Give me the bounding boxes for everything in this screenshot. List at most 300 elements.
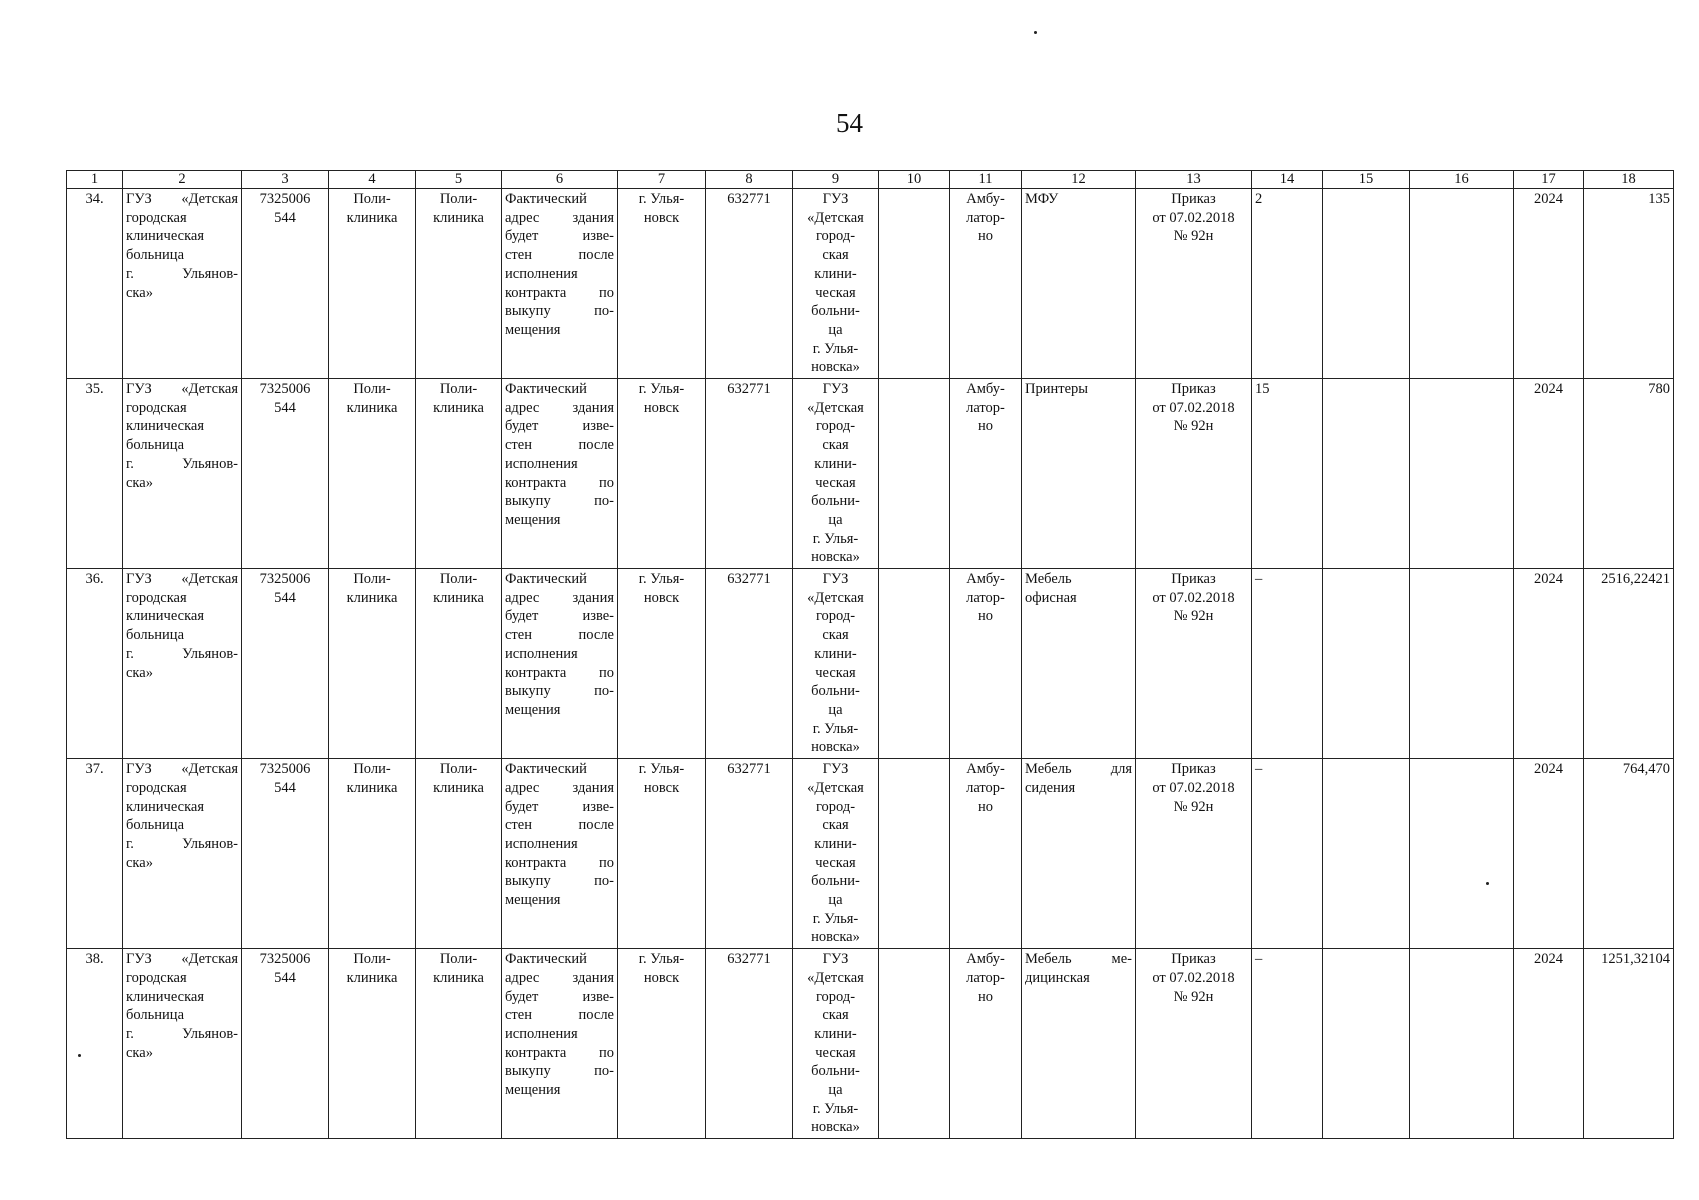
column-header: 15 bbox=[1323, 171, 1410, 189]
care-mode-line: Амбу- bbox=[966, 571, 1005, 588]
holder-line: больни- bbox=[811, 1063, 860, 1080]
organization-line: больница bbox=[126, 817, 184, 834]
inn-line: 544 bbox=[274, 399, 296, 416]
facility-kind-line: Поли- bbox=[439, 191, 478, 207]
address-line: исполнения bbox=[505, 455, 578, 472]
address-line: выкупу по- bbox=[505, 493, 614, 510]
empty-cell bbox=[1410, 189, 1514, 379]
holder-line: ГУЗ bbox=[822, 571, 849, 588]
address-line: стен после bbox=[505, 1007, 614, 1024]
holder-line: больни- bbox=[811, 303, 860, 320]
code-cell: 632771 bbox=[706, 949, 793, 1139]
table-row bbox=[67, 379, 1674, 569]
code-cell: 632771 bbox=[706, 759, 793, 949]
column-header: 8 bbox=[706, 171, 793, 189]
address-cell bbox=[502, 189, 618, 379]
address-line: адрес здания bbox=[505, 969, 614, 986]
row-number: 37. bbox=[67, 759, 123, 949]
organization-line: ска» bbox=[126, 854, 153, 871]
order-line: Приказ bbox=[1171, 951, 1216, 968]
holder-line: новска» bbox=[811, 1119, 860, 1136]
organization-line: клиническая bbox=[126, 418, 205, 435]
holder-line: ческая bbox=[815, 474, 856, 491]
order-line: № 92н bbox=[1173, 608, 1214, 625]
care-mode-line: но bbox=[977, 798, 993, 815]
order-cell bbox=[1136, 189, 1252, 379]
organization-line: больница bbox=[126, 1007, 184, 1024]
year-cell: 2024 bbox=[1514, 189, 1584, 379]
equipment-line: Мебель bbox=[1025, 571, 1072, 588]
address-line: стен после bbox=[505, 817, 614, 834]
city-line: г. Улья- bbox=[638, 381, 685, 398]
quantity-cell: 15 bbox=[1252, 379, 1323, 569]
order-line: № 92н bbox=[1173, 988, 1214, 1005]
address-cell bbox=[502, 379, 618, 569]
column-header: 3 bbox=[242, 171, 329, 189]
order-line: Приказ bbox=[1171, 381, 1216, 398]
city-line: г. Улья- bbox=[638, 761, 685, 778]
order-cell bbox=[1136, 379, 1252, 569]
facility-kind-line: клиника bbox=[433, 209, 484, 226]
holder-line: город- bbox=[815, 608, 856, 625]
equipment-cell bbox=[1022, 759, 1136, 949]
order-line: от 07.02.2018 bbox=[1152, 399, 1235, 416]
scan-speck bbox=[1034, 31, 1037, 34]
equipment-line: Мебель для bbox=[1025, 761, 1132, 778]
address-line: Фактический bbox=[505, 381, 587, 398]
address-line: адрес здания bbox=[505, 399, 614, 416]
address-line: контракта по bbox=[505, 664, 614, 681]
row-number: 35. bbox=[67, 379, 123, 569]
care-mode-line: но bbox=[977, 418, 993, 435]
organization-line: клиническая bbox=[126, 608, 205, 625]
facility-type-line: Поли- bbox=[353, 381, 391, 398]
holder-line: г. Улья- bbox=[812, 720, 859, 737]
organization-line: ГУЗ «Детская bbox=[126, 761, 238, 778]
holder-line: ГУЗ bbox=[822, 191, 849, 207]
column-header: 1 bbox=[67, 171, 123, 189]
address-line: Фактический bbox=[505, 951, 587, 968]
city-line: новск bbox=[643, 209, 680, 226]
care-mode-cell bbox=[950, 379, 1022, 569]
order-line: № 92н bbox=[1173, 798, 1214, 815]
address-line: мещения bbox=[505, 511, 561, 528]
facility-kind-line: Поли- bbox=[439, 381, 478, 398]
holder-line: «Детская bbox=[807, 209, 864, 226]
organization-line: городская bbox=[126, 589, 187, 606]
address-line: мещения bbox=[505, 321, 561, 338]
holder-line: клини- bbox=[814, 835, 857, 852]
row-number: 38. bbox=[67, 949, 123, 1139]
city-cell bbox=[618, 569, 706, 759]
city-line: г. Улья- bbox=[638, 191, 685, 207]
holder-cell bbox=[793, 759, 879, 949]
code-cell: 632771 bbox=[706, 379, 793, 569]
holder-line: клини- bbox=[814, 1025, 857, 1042]
address-line: исполнения bbox=[505, 835, 578, 852]
order-line: от 07.02.2018 bbox=[1152, 779, 1235, 796]
row-number: 34. bbox=[67, 189, 123, 379]
facility-kind-line: клиника bbox=[433, 399, 484, 416]
equipment-line: сидения bbox=[1025, 779, 1076, 796]
address-line: будет изве- bbox=[505, 608, 614, 625]
facility-kind-cell bbox=[416, 189, 502, 379]
organization-line: больница bbox=[126, 627, 184, 644]
holder-line: ческая bbox=[815, 1044, 856, 1061]
inn-line: 7325006 bbox=[259, 951, 311, 968]
holder-line: ская bbox=[822, 1007, 849, 1024]
holder-line: город- bbox=[815, 418, 856, 435]
care-mode-line: латор- bbox=[966, 779, 1005, 796]
organization-line: ска» bbox=[126, 1044, 153, 1061]
inn-line: 544 bbox=[274, 969, 296, 986]
inn-line: 7325006 bbox=[259, 381, 311, 398]
organization-line: ГУЗ «Детская bbox=[126, 381, 238, 398]
quantity-cell: 2 bbox=[1252, 189, 1323, 379]
organization-line: ГУЗ «Детская bbox=[126, 571, 238, 588]
address-line: выкупу по- bbox=[505, 1063, 614, 1080]
address-cell bbox=[502, 949, 618, 1139]
facility-type-cell bbox=[329, 949, 416, 1139]
holder-line: ческая bbox=[815, 664, 856, 681]
empty-cell bbox=[1410, 759, 1514, 949]
care-mode-line: но bbox=[977, 988, 993, 1005]
organization-line: г. Ульянов- bbox=[126, 1025, 238, 1042]
order-line: от 07.02.2018 bbox=[1152, 969, 1235, 986]
holder-line: г. Улья- bbox=[812, 910, 859, 927]
empty-cell bbox=[1410, 949, 1514, 1139]
address-line: Фактический bbox=[505, 761, 587, 778]
holder-line: ца bbox=[828, 701, 843, 718]
organization-line: г. Ульянов- bbox=[126, 455, 238, 472]
column-header: 12 bbox=[1022, 171, 1136, 189]
empty-cell bbox=[1323, 379, 1410, 569]
empty-cell bbox=[1323, 189, 1410, 379]
address-line: контракта по bbox=[505, 474, 614, 491]
code-cell: 632771 bbox=[706, 189, 793, 379]
facility-type-cell bbox=[329, 759, 416, 949]
care-mode-cell bbox=[950, 949, 1022, 1139]
address-line: стен после bbox=[505, 437, 614, 454]
facility-kind-line: Поли- bbox=[439, 571, 478, 588]
address-line: выкупу по- bbox=[505, 303, 614, 320]
organization-line: больница bbox=[126, 247, 184, 264]
address-line: будет изве- bbox=[505, 228, 614, 245]
address-line: будет изве- bbox=[505, 418, 614, 435]
care-mode-cell bbox=[950, 759, 1022, 949]
empty-cell bbox=[1323, 569, 1410, 759]
equipment-cell bbox=[1022, 949, 1136, 1139]
address-line: будет изве- bbox=[505, 798, 614, 815]
facility-type-line: клиника bbox=[346, 779, 398, 796]
holder-line: город- bbox=[815, 988, 856, 1005]
holder-line: больни- bbox=[811, 493, 860, 510]
holder-line: больни- bbox=[811, 873, 860, 890]
address-line: адрес здания bbox=[505, 589, 614, 606]
organization-line: г. Ульянов- bbox=[126, 645, 238, 662]
address-line: стен после bbox=[505, 627, 614, 644]
inn-line: 7325006 bbox=[259, 191, 311, 207]
column-header: 11 bbox=[950, 171, 1022, 189]
address-line: будет изве- bbox=[505, 988, 614, 1005]
address-line: исполнения bbox=[505, 265, 578, 282]
holder-line: ца bbox=[828, 1082, 843, 1099]
facility-kind-cell bbox=[416, 569, 502, 759]
row-number: 36. bbox=[67, 569, 123, 759]
organization-line: г. Ульянов- bbox=[126, 265, 238, 282]
organization-line: клиническая bbox=[126, 988, 205, 1005]
amount-cell: 1251,32104 bbox=[1584, 949, 1674, 1139]
column-header: 9 bbox=[793, 171, 879, 189]
care-mode-line: но bbox=[977, 228, 993, 245]
care-mode-line: Амбу- bbox=[966, 191, 1005, 207]
city-cell bbox=[618, 379, 706, 569]
care-mode-line: Амбу- bbox=[966, 761, 1005, 778]
inn-line: 544 bbox=[274, 589, 296, 606]
year-cell: 2024 bbox=[1514, 569, 1584, 759]
holder-line: ГУЗ bbox=[822, 381, 849, 398]
holder-line: «Детская bbox=[807, 779, 864, 796]
holder-line: ГУЗ bbox=[822, 761, 849, 778]
address-line: исполнения bbox=[505, 1025, 578, 1042]
city-line: новск bbox=[643, 399, 680, 416]
inn-cell bbox=[242, 379, 329, 569]
holder-line: ческая bbox=[815, 284, 856, 301]
organization-cell bbox=[123, 759, 242, 949]
order-line: от 07.02.2018 bbox=[1152, 209, 1235, 226]
holder-line: больни- bbox=[811, 683, 860, 700]
inn-line: 544 bbox=[274, 209, 296, 226]
column-header: 7 bbox=[618, 171, 706, 189]
organization-line: городская bbox=[126, 779, 187, 796]
holder-cell bbox=[793, 189, 879, 379]
facility-kind-line: клиника bbox=[433, 969, 484, 986]
holder-line: ческая bbox=[815, 854, 856, 871]
equipment-line: офисная bbox=[1025, 589, 1077, 606]
address-line: контракта по bbox=[505, 1044, 614, 1061]
empty-cell bbox=[879, 759, 950, 949]
holder-line: клини- bbox=[814, 265, 857, 282]
address-line: Фактический bbox=[505, 191, 587, 207]
facility-type-line: клиника bbox=[346, 969, 398, 986]
year-cell: 2024 bbox=[1514, 759, 1584, 949]
organization-line: больница bbox=[126, 437, 184, 454]
care-mode-line: но bbox=[977, 608, 993, 625]
city-line: новск bbox=[643, 779, 680, 796]
address-line: контракта по bbox=[505, 854, 614, 871]
facility-type-cell bbox=[329, 189, 416, 379]
address-line: контракта по bbox=[505, 284, 614, 301]
empty-cell bbox=[879, 949, 950, 1139]
holder-cell bbox=[793, 569, 879, 759]
facility-type-cell bbox=[329, 569, 416, 759]
facility-kind-line: Поли- bbox=[439, 951, 478, 968]
care-mode-cell bbox=[950, 189, 1022, 379]
facility-type-line: Поли- bbox=[353, 191, 391, 207]
holder-line: ская bbox=[822, 437, 849, 454]
quantity-cell: – bbox=[1252, 949, 1323, 1139]
facility-kind-cell bbox=[416, 759, 502, 949]
inn-line: 544 bbox=[274, 779, 296, 796]
city-cell bbox=[618, 189, 706, 379]
care-mode-line: латор- bbox=[966, 209, 1005, 226]
inn-line: 7325006 bbox=[259, 571, 311, 588]
address-line: выкупу по- bbox=[505, 873, 614, 890]
amount-cell: 135 bbox=[1584, 189, 1674, 379]
order-line: № 92н bbox=[1173, 418, 1214, 435]
code-cell: 632771 bbox=[706, 569, 793, 759]
holder-line: «Детская bbox=[807, 969, 864, 986]
care-mode-line: Амбу- bbox=[966, 951, 1005, 968]
organization-line: клиническая bbox=[126, 228, 205, 245]
column-header: 18 bbox=[1584, 171, 1674, 189]
organization-line: городская bbox=[126, 399, 187, 416]
city-line: новск bbox=[643, 969, 680, 986]
address-line: выкупу по- bbox=[505, 683, 614, 700]
holder-line: «Детская bbox=[807, 399, 864, 416]
holder-line: г. Улья- bbox=[812, 530, 859, 547]
care-mode-line: латор- bbox=[966, 969, 1005, 986]
inn-cell bbox=[242, 569, 329, 759]
organization-cell bbox=[123, 379, 242, 569]
header-row bbox=[67, 171, 1674, 189]
city-line: г. Улья- bbox=[638, 951, 685, 968]
holder-line: ская bbox=[822, 247, 849, 264]
address-line: Фактический bbox=[505, 571, 587, 588]
column-header: 4 bbox=[329, 171, 416, 189]
facility-type-line: клиника bbox=[346, 589, 398, 606]
city-cell bbox=[618, 759, 706, 949]
organization-line: ГУЗ «Детская bbox=[126, 951, 238, 968]
facility-type-cell bbox=[329, 379, 416, 569]
holder-line: новска» bbox=[811, 739, 860, 756]
organization-line: ска» bbox=[126, 474, 153, 491]
organization-line: ска» bbox=[126, 664, 153, 681]
equipment-line: Принтеры bbox=[1025, 381, 1089, 398]
page-number: 54 bbox=[836, 108, 863, 138]
equipment-line: дицинская bbox=[1025, 969, 1090, 986]
inn-cell bbox=[242, 949, 329, 1139]
organization-line: г. Ульянов- bbox=[126, 835, 238, 852]
address-line: адрес здания bbox=[505, 209, 614, 226]
order-line: от 07.02.2018 bbox=[1152, 589, 1235, 606]
equipment-cell bbox=[1022, 189, 1136, 379]
facility-type-line: клиника bbox=[346, 209, 398, 226]
column-header: 17 bbox=[1514, 171, 1584, 189]
organization-cell bbox=[123, 189, 242, 379]
quantity-cell: – bbox=[1252, 569, 1323, 759]
holder-line: ГУЗ bbox=[822, 951, 849, 968]
column-header: 10 bbox=[879, 171, 950, 189]
holder-line: новска» bbox=[811, 929, 860, 946]
care-mode-cell bbox=[950, 569, 1022, 759]
year-cell: 2024 bbox=[1514, 379, 1584, 569]
column-header: 16 bbox=[1410, 171, 1514, 189]
empty-cell bbox=[1323, 759, 1410, 949]
column-header: 2 bbox=[123, 171, 242, 189]
order-line: № 92н bbox=[1173, 228, 1214, 245]
equipment-cell bbox=[1022, 379, 1136, 569]
holder-line: ская bbox=[822, 817, 849, 834]
table-row bbox=[67, 759, 1674, 949]
address-line: исполнения bbox=[505, 645, 578, 662]
facility-type-line: Поли- bbox=[353, 571, 391, 588]
facility-kind-line: Поли- bbox=[439, 761, 478, 778]
amount-cell: 780 bbox=[1584, 379, 1674, 569]
holder-line: новска» bbox=[811, 549, 860, 566]
holder-cell bbox=[793, 949, 879, 1139]
order-line: Приказ bbox=[1171, 761, 1216, 778]
holder-line: город- bbox=[815, 798, 856, 815]
organization-cell bbox=[123, 569, 242, 759]
city-line: г. Улья- bbox=[638, 571, 685, 588]
address-cell bbox=[502, 759, 618, 949]
holder-cell bbox=[793, 379, 879, 569]
city-cell bbox=[618, 949, 706, 1139]
organization-cell bbox=[123, 949, 242, 1139]
holder-line: «Детская bbox=[807, 589, 864, 606]
organization-line: городская bbox=[126, 209, 187, 226]
holder-line: клини- bbox=[814, 455, 857, 472]
holder-line: ца bbox=[828, 321, 843, 338]
order-cell bbox=[1136, 759, 1252, 949]
city-line: новск bbox=[643, 589, 680, 606]
address-line: мещения bbox=[505, 892, 561, 909]
column-header: 5 bbox=[416, 171, 502, 189]
holder-line: ская bbox=[822, 627, 849, 644]
inn-cell bbox=[242, 189, 329, 379]
year-cell: 2024 bbox=[1514, 949, 1584, 1139]
empty-cell bbox=[1410, 569, 1514, 759]
empty-cell bbox=[879, 189, 950, 379]
facility-kind-cell bbox=[416, 949, 502, 1139]
holder-line: новска» bbox=[811, 359, 860, 376]
empty-cell bbox=[1323, 949, 1410, 1139]
inn-line: 7325006 bbox=[259, 761, 311, 778]
care-mode-line: латор- bbox=[966, 589, 1005, 606]
quantity-cell: – bbox=[1252, 759, 1323, 949]
address-line: адрес здания bbox=[505, 779, 614, 796]
facility-type-line: Поли- bbox=[353, 761, 391, 778]
holder-line: город- bbox=[815, 228, 856, 245]
amount-cell: 2516,22421 bbox=[1584, 569, 1674, 759]
column-header: 14 bbox=[1252, 171, 1323, 189]
order-line: Приказ bbox=[1171, 571, 1216, 588]
facility-kind-cell bbox=[416, 379, 502, 569]
equipment-line: Мебель ме- bbox=[1025, 951, 1132, 968]
organization-line: ска» bbox=[126, 284, 153, 301]
address-line: стен после bbox=[505, 247, 614, 264]
column-header: 13 bbox=[1136, 171, 1252, 189]
table-body bbox=[67, 189, 1674, 1139]
column-header: 6 bbox=[502, 171, 618, 189]
organization-line: клиническая bbox=[126, 798, 205, 815]
table-row bbox=[67, 189, 1674, 379]
holder-line: ца bbox=[828, 892, 843, 909]
table-row bbox=[67, 949, 1674, 1139]
organization-line: ГУЗ «Детская bbox=[126, 191, 238, 207]
care-mode-line: Амбу- bbox=[966, 381, 1005, 398]
inn-cell bbox=[242, 759, 329, 949]
table-header bbox=[67, 171, 1674, 189]
care-mode-line: латор- bbox=[966, 399, 1005, 416]
holder-line: ца bbox=[828, 511, 843, 528]
holder-line: г. Улья- bbox=[812, 1100, 859, 1117]
empty-cell bbox=[1410, 379, 1514, 569]
address-cell bbox=[502, 569, 618, 759]
empty-cell bbox=[879, 379, 950, 569]
address-line: мещения bbox=[505, 1082, 561, 1099]
